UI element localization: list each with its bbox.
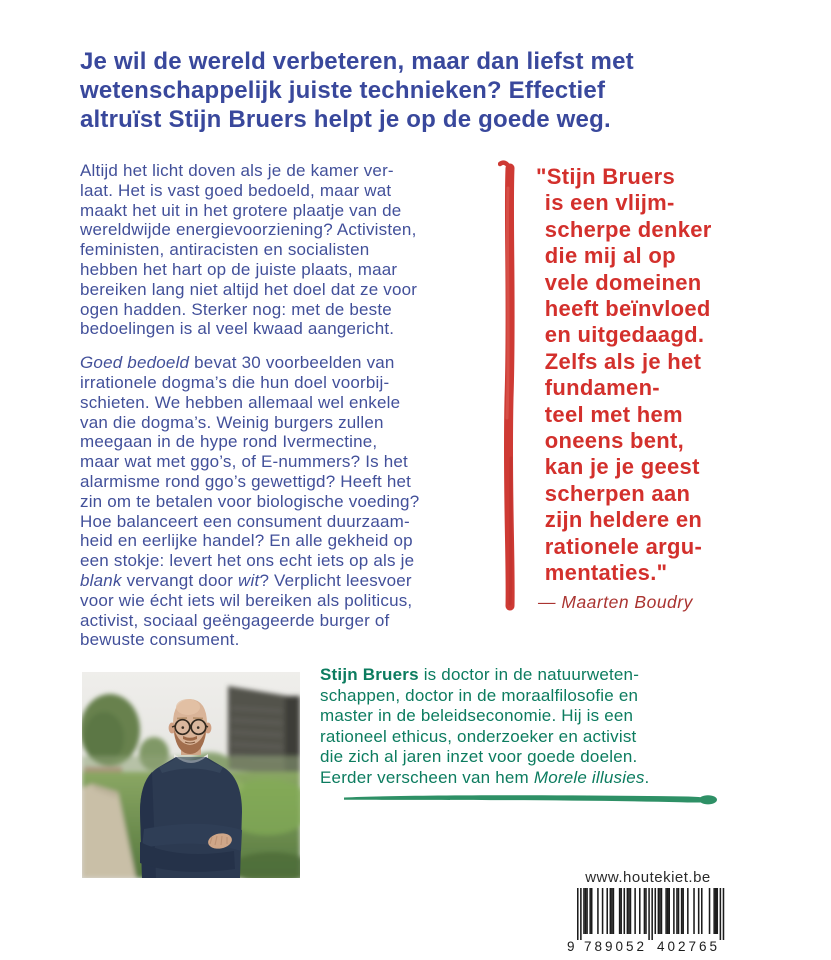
endorsement-quote: "Stijn Bruers is een vlijm- scherpe denker die mij al op vele domeinen heeft beïnvloed en uitgedaagd. Zelfs als je het fundamen- teel met hem oneens bent, kan je je geest scherpen aan zijn heldere en rationele argu- mentaties." bbox=[536, 164, 712, 586]
body-text bbox=[80, 161, 512, 650]
author-bio: Stijn Bruers is doctor in de natuurweten- schappen, doctor in de moraalfilosofie en master in de beleidseconomie. Hij is een rationeel ethicus, onderzoeker en activist die zich al jaren inzet voor goede doelen. Eerder verscheen van hem Morele illusies. bbox=[320, 665, 650, 787]
publisher-website: www.houtekiet.be bbox=[585, 869, 711, 886]
headline: Je wil de wereld verbeteren, maar dan liefst met wetenschappelijk juiste technieken? Effectief altruïst Stijn Bruers helpt je op de goede weg. bbox=[80, 48, 634, 133]
body-paragraph-2: Goed bedoeld bevat 30 voorbeelden van irrationele dogma’s die hun doel voorbij- schieten. We hebben allemaal wel enkele van die dogma’s. Weinig burgers zullen meegaan in de hype rond Ivermectine, maar wat met ggo’s, of E-nummers? Is het alarmisme rond ggo’s gewettigd? Heeft het zin om te betalen voor biologische voeding? Hoe balanceert een consument duurzaam- heid en eerlijke handel? En alle gekheid op een stokje: levert het ons echt iets op als je blank vervangt door wit? Verplicht leesvoer voor wie écht iets wil bereiken als politicus, activist, sociaal geëngageerde burger of bewuste consument. bbox=[80, 353, 420, 650]
isbn-barcode bbox=[563, 888, 733, 954]
green-brush-stroke bbox=[340, 789, 720, 809]
isbn-digits-right: 402765 bbox=[657, 939, 717, 954]
author-photo bbox=[82, 672, 300, 878]
isbn-digit-leading: 9 bbox=[566, 939, 575, 954]
quote-attribution: — Maarten Boudry bbox=[538, 592, 693, 612]
footer-barcode-block bbox=[563, 869, 733, 959]
red-brush-rule bbox=[498, 158, 522, 616]
isbn-digits-left: 789052 bbox=[584, 939, 644, 954]
body-paragraph-1: Altijd het licht doven als je de kamer ver- laat. Het is vast goed bedoeld, maar wat maakt het uit in het grotere plaatje van de wereldwijde energievoorziening? Activisten, feministen, antiracisten en socialisten hebben het hart op de juiste plaats, maar bereiken lang niet altijd het doel dat ze voor ogen hadden. Sterker nog: met de beste bedoelingen is al veel kwaad aangericht. bbox=[80, 161, 418, 339]
